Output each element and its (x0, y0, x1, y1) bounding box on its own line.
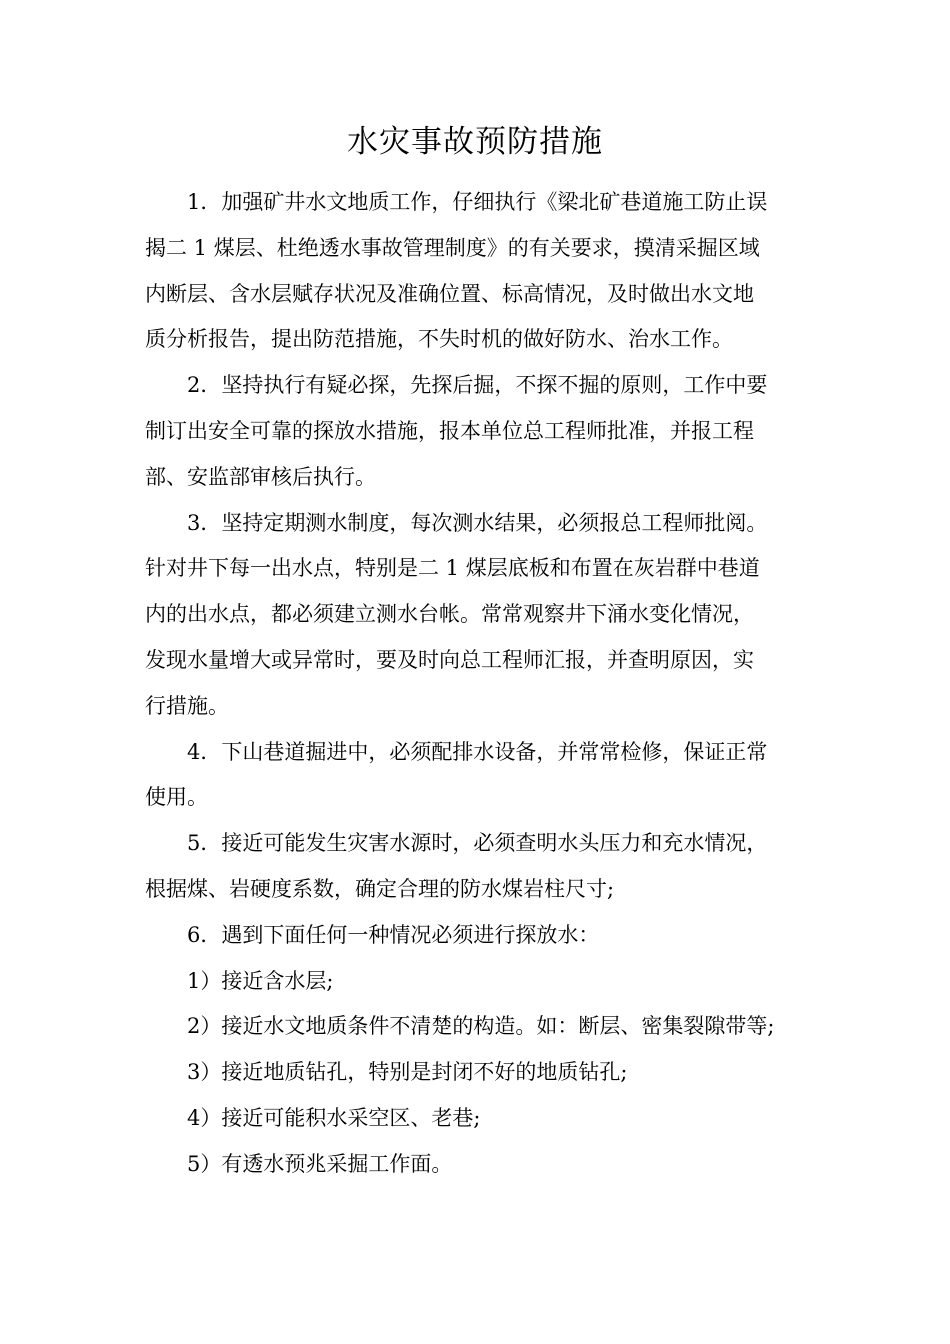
document-body (145, 180, 813, 1188)
list-item-2: 2）接近水文地质条件不清楚的构造。如：断层、密集裂隙带等; (187, 1014, 775, 1039)
list-item-3: 3）接近地质钻孔，特别是封闭不好的地质钻孔; (187, 1060, 628, 1085)
list-item-5: 5）有透水预兆采掘工作面。 (187, 1151, 453, 1176)
paragraph-5: 5．接近可能发生灾害水源时，必须查明水头压力和充水情况， 根据煤、岩硬度系数，确定合理的防水煤岩柱尺寸; (145, 831, 768, 901)
paragraph-4: 4．下山巷道掘进中，必须配排水设备，并常常检修，保证正常 使用。 (145, 739, 768, 810)
paragraph-2: 2．坚持执行有疑必探，先探后掘，不探不掘的原则，工作中要 制订出安全可靠的探放水措施，报本单位总工程师批准，并报工程 部、安监部审核后执行。 (145, 373, 768, 489)
paragraph-3: 3．坚持定期测水制度，每次测水结果，必须报总工程师批阅。 针对井下每一出水点，特别是二 1 煤层底板和布置在灰岩群中巷道 内的出水点，都必须建立测水台帐。常常观察井下涌水变化情况， 发现水量增大或异常时，要及时向总工程师汇报，并查明原因，实 行措施。 (145, 510, 768, 718)
paragraph-1: 1．加强矿井水文地质工作，仔细执行《梁北矿巷道施工防止误 揭二 1 煤层、杜绝透水事故管理制度》的有关要求，摸清采掘区域 内断层、含水层赋存状况及准确位置、标高情况，及时做出水文地 质分析报告，提出防范措施，不失时机的做好防水、治水工作。 (145, 190, 768, 352)
list-item-1: 1）接近含水层; (187, 968, 334, 993)
list-item-4: 4）接近可能积水采空区、老巷; (187, 1105, 481, 1130)
document-title: 水灾事故预防措施 (347, 124, 603, 160)
paragraph-6: 6．遇到下面任何一种情况必须进行探放水： (187, 922, 600, 947)
